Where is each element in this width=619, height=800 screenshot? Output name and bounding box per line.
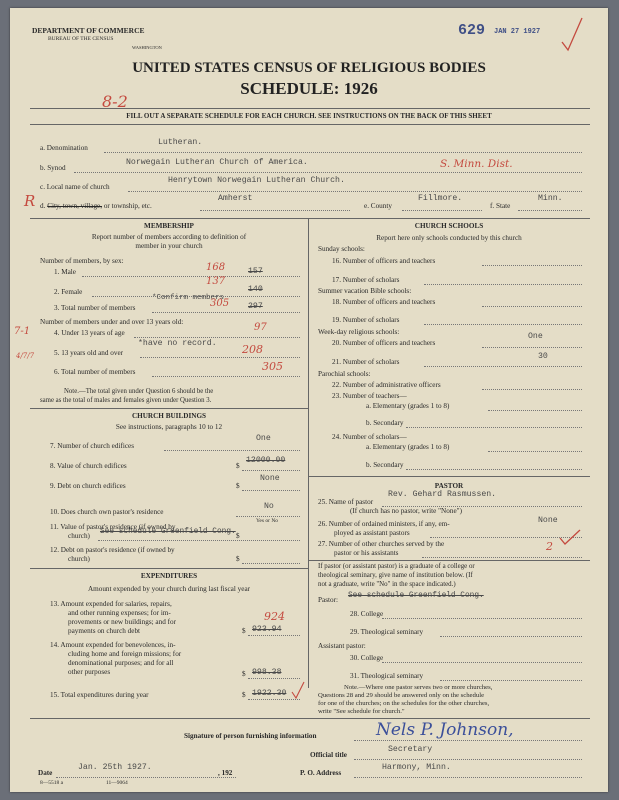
- q23a-label: a. Elementary (grades 1 to 8): [366, 402, 450, 410]
- q30-label: 30. College: [350, 654, 384, 662]
- pen-mark-top: 8-2: [102, 92, 128, 111]
- pastor-title: PASTOR: [434, 482, 464, 490]
- form-subtitle: SCHEDULE: 1926: [240, 79, 378, 98]
- buildings-sub: See instructions, paragraphs 10 to 12: [115, 423, 223, 431]
- q27-pen: 2: [546, 540, 553, 553]
- q1-male-orig: 157: [248, 267, 263, 276]
- synod-label: b. Synod: [40, 164, 66, 172]
- q10-value: No: [264, 502, 274, 511]
- q10-label: 10. Does church own pastor's residence: [50, 508, 164, 516]
- weekday-label: Week-day religious schools:: [318, 328, 400, 336]
- q2-female-orig: 140: [248, 285, 263, 294]
- q17-label: 17. Number of scholars: [332, 276, 400, 284]
- expenditures-title: EXPENDITURES: [140, 572, 198, 580]
- q13-dollar: $: [242, 627, 246, 635]
- q13-label-d: payments on church debt: [68, 627, 141, 635]
- pastor-note-2: Questions 28 and 29 should be answered only on the schedule: [318, 692, 485, 699]
- membership-sub1: Report number of members according to definition of: [91, 233, 247, 241]
- buildings-title: CHURCH BUILDINGS: [131, 412, 207, 420]
- sunday-label: Sunday schools:: [318, 245, 365, 253]
- stamp-number: 629: [458, 22, 486, 39]
- check-mark-icon: [558, 528, 582, 546]
- rule: [308, 476, 590, 477]
- rule: [30, 124, 590, 125]
- q2-note: *Confirm members: [152, 294, 225, 302]
- rule: [30, 108, 590, 109]
- margin-mark-2: 4/7/7: [16, 352, 35, 360]
- membership-title: MEMBERSHIP: [144, 222, 194, 230]
- membership-note-1: Note.—The total given under Question 6 should be the: [64, 388, 214, 395]
- bureau-label: BUREAU OF THE CENSUS: [48, 36, 114, 42]
- q11-label-b: church): [68, 532, 90, 540]
- signature-label: Signature of person furnishing information: [184, 732, 317, 740]
- q24-label: 24. Number of scholars—: [332, 433, 407, 441]
- column-divider: [308, 218, 309, 688]
- denomination-label: a. Denomination: [40, 144, 88, 152]
- q4-under13-pen: 97: [254, 322, 267, 333]
- state-label: f. State: [490, 202, 511, 210]
- church-name-value: Henrytown Norwegain Lutheran Church.: [168, 176, 345, 185]
- expenditures-sub: Amount expended by your church during last fiscal year: [87, 585, 251, 593]
- q9-label: 9. Debt on church edifices: [50, 482, 126, 490]
- q28-label: 28. College: [350, 610, 384, 618]
- city-township-label: d. City, town, village, or township, etc.: [40, 202, 152, 210]
- q6-total-label: 6. Total number of members: [54, 368, 136, 376]
- q23b-label: b. Secondary: [366, 419, 404, 427]
- q12-label-b: church): [68, 555, 90, 563]
- q15-value: 1922.30: [252, 689, 287, 698]
- q6-total-pen: 305: [262, 360, 283, 373]
- q14-label-d: other purposes: [68, 668, 111, 676]
- q11-dollar: $: [236, 532, 240, 540]
- q13-label-b: and other running expenses; for im-: [68, 609, 171, 617]
- check-mark-icon: [558, 14, 588, 54]
- q13-label-c: provements or new buildings; and for: [68, 618, 176, 626]
- asst-pastor-label: Assistant pastor:: [318, 642, 366, 650]
- q10-hint: Yes or No: [256, 518, 279, 524]
- q26-label-b: ployed as assistant pastors: [334, 529, 410, 537]
- q12-label-a: 12. Debt on pastor's residence (if owned by: [50, 546, 175, 554]
- official-title-label: Official title: [310, 751, 347, 759]
- q5-over13-pen: 208: [242, 343, 263, 356]
- q3-total-label: 3. Total number of members: [54, 304, 136, 312]
- census-schedule-sheet: [10, 8, 608, 792]
- q14-label-c: denominational purposes; and for all: [68, 659, 174, 667]
- date-value: Jan. 25th 1927.: [78, 763, 152, 772]
- pastor-value: See schedule Greenfield Cong.: [348, 592, 484, 600]
- q11-label-a: 11. Value of pastor's residence (if owned by: [50, 523, 176, 531]
- q9-value: None: [260, 474, 280, 483]
- summer-label: Summer vacation Bible schools:: [318, 287, 412, 295]
- schools-sub: Report here only schools conducted by this church: [376, 234, 522, 242]
- q12-dollar: $: [236, 555, 240, 563]
- rule: [30, 568, 308, 569]
- q7-value: One: [256, 434, 271, 443]
- q1-male-pen: 168: [206, 262, 226, 273]
- date-label: Date: [38, 769, 53, 777]
- q1-male-label: 1. Male: [54, 268, 76, 276]
- q24b-label: b. Secondary: [366, 461, 404, 469]
- q8-value: 12000.00: [246, 456, 286, 465]
- q20-value: One: [528, 332, 543, 341]
- q27-label-b: pastor or his assistants: [334, 549, 399, 557]
- rule: [30, 218, 590, 219]
- instruction-line: FILL OUT A SEPARATE SCHEDULE FOR EACH CHURCH. SEE INSTRUCTIONS ON THE BACK OF THIS SHEET: [126, 112, 492, 120]
- q4-under13-label: 4. Under 13 years of age: [54, 329, 125, 337]
- q2-female-label: 2. Female: [54, 288, 83, 296]
- signature-value: Nels P. Johnson,: [376, 720, 514, 740]
- check-mark-icon: [290, 680, 306, 702]
- q8-dollar: $: [236, 462, 240, 470]
- grad-instr-1: If pastor (or assistant pastor) is a graduate of a college or: [318, 563, 475, 570]
- membership-sub2: member in your church: [135, 242, 203, 250]
- print-code: 11—9064: [106, 780, 128, 786]
- q11-value: See schedule Greenfield Cong.: [100, 528, 236, 536]
- city-label: WASHINGTON: [132, 45, 162, 50]
- grad-instr-3: not a graduate, write "No" in the space indicated.): [318, 581, 456, 588]
- q27-label-a: 27. Number of other churches served by the: [318, 540, 445, 548]
- rule: [30, 718, 590, 719]
- pastor-label: Pastor:: [318, 596, 338, 604]
- q13-label-a: 13. Amount expended for salaries, repairs,: [50, 600, 172, 608]
- q5-over13-label: 5. 13 years old and over: [54, 349, 124, 357]
- q24a-label: a. Elementary (grades 1 to 8): [366, 443, 450, 451]
- q16-label: 16. Number of officers and teachers: [332, 257, 436, 265]
- q21-label: 21. Number of scholars: [332, 358, 400, 366]
- q25-value: Rev. Gehard Rasmussen.: [388, 490, 497, 499]
- po-address-label: P. O. Address: [300, 769, 342, 777]
- q3-total-pen: 305: [210, 298, 230, 309]
- membership-note-2: same as the total of males and females given under Question 3.: [40, 397, 212, 404]
- q26-label-a: 26. Number of ordained ministers, if any, em-: [318, 520, 450, 528]
- q15-label: 15. Total expenditures during year: [50, 691, 149, 699]
- pastor-note-3: for one of the churches; on the schedules for the other churches,: [318, 700, 490, 707]
- margin-mark-1: 7-1: [14, 326, 31, 337]
- q29-label: 29. Theological seminary: [350, 628, 424, 636]
- synod-pen-note: S. Minn. Dist.: [440, 158, 513, 170]
- members-by-age-label: Number of members under and over 13 years old:: [40, 318, 184, 326]
- q21-value: 30: [538, 352, 548, 361]
- q7-label: 7. Number of church edifices: [50, 442, 135, 450]
- q14-label-b: cluding home and foreign missions; for: [68, 650, 182, 658]
- form-title: UNITED STATES CENSUS OF RELIGIOUS BODIES: [132, 60, 486, 76]
- q3-total-orig: 297: [248, 302, 263, 311]
- stamp-date: JAN 27 1927: [494, 28, 541, 36]
- state-value: Minn.: [538, 194, 563, 203]
- date-suffix: , 192: [218, 769, 233, 777]
- q15-dollar: $: [242, 691, 246, 699]
- official-title-value: Secretary: [388, 745, 433, 754]
- q14-dollar: $: [242, 670, 246, 678]
- denomination-value: Lutheran.: [158, 138, 203, 147]
- county-value: Fillmore.: [418, 194, 463, 203]
- q20-label: 20. Number of officers and teachers: [332, 339, 436, 347]
- pen-mark-r: R: [24, 192, 36, 210]
- dept-label: DEPARTMENT OF COMMERCE: [32, 26, 145, 35]
- q25-hint: (If church has no pastor, write "None"): [350, 507, 462, 515]
- church-name-label: c. Local name of church: [40, 183, 110, 191]
- pastor-note-4: write "See schedule for church.": [318, 708, 405, 715]
- q2-female-pen: 137: [206, 276, 226, 287]
- pastor-note-1: Note.—Where one pastor serves two or more churches,: [344, 684, 493, 691]
- q23-label: 23. Number of teachers—: [332, 392, 407, 400]
- q14-value: 998.38: [252, 668, 282, 677]
- q22-label: 22. Number of administrative officers: [332, 381, 441, 389]
- q18-label: 18. Number of officers and teachers: [332, 298, 436, 306]
- county-label: e. County: [364, 202, 392, 210]
- po-address-value: Harmony, Minn.: [382, 763, 451, 772]
- schools-title: CHURCH SCHOOLS: [414, 222, 484, 230]
- q19-label: 19. Number of scholars: [332, 316, 400, 324]
- q14-label-a: 14. Amount expended for benevolences, in-: [50, 641, 176, 649]
- q8-label: 8. Value of church edifices: [50, 462, 127, 470]
- q13-value: 923.94: [252, 625, 282, 634]
- grad-instr-2: theological seminary, give name of institution below. (If: [318, 572, 473, 579]
- form-code: 8—5518 a: [40, 780, 64, 786]
- q26-value: None: [538, 516, 558, 525]
- q4-note: *have no record.: [138, 339, 217, 348]
- synod-value: Norwegain Lutheran Church of America.: [126, 158, 308, 167]
- q13-pen: 924: [264, 610, 285, 623]
- township-value: Amherst: [218, 194, 253, 203]
- rule: [30, 408, 308, 409]
- q25-label: 25. Name of pastor: [318, 498, 374, 506]
- q31-label: 31. Theological seminary: [350, 672, 424, 680]
- q9-dollar: $: [236, 482, 240, 490]
- rule: [308, 560, 590, 561]
- parochial-label: Parochial schools:: [318, 370, 371, 378]
- members-by-sex-label: Number of members, by sex:: [40, 257, 124, 265]
